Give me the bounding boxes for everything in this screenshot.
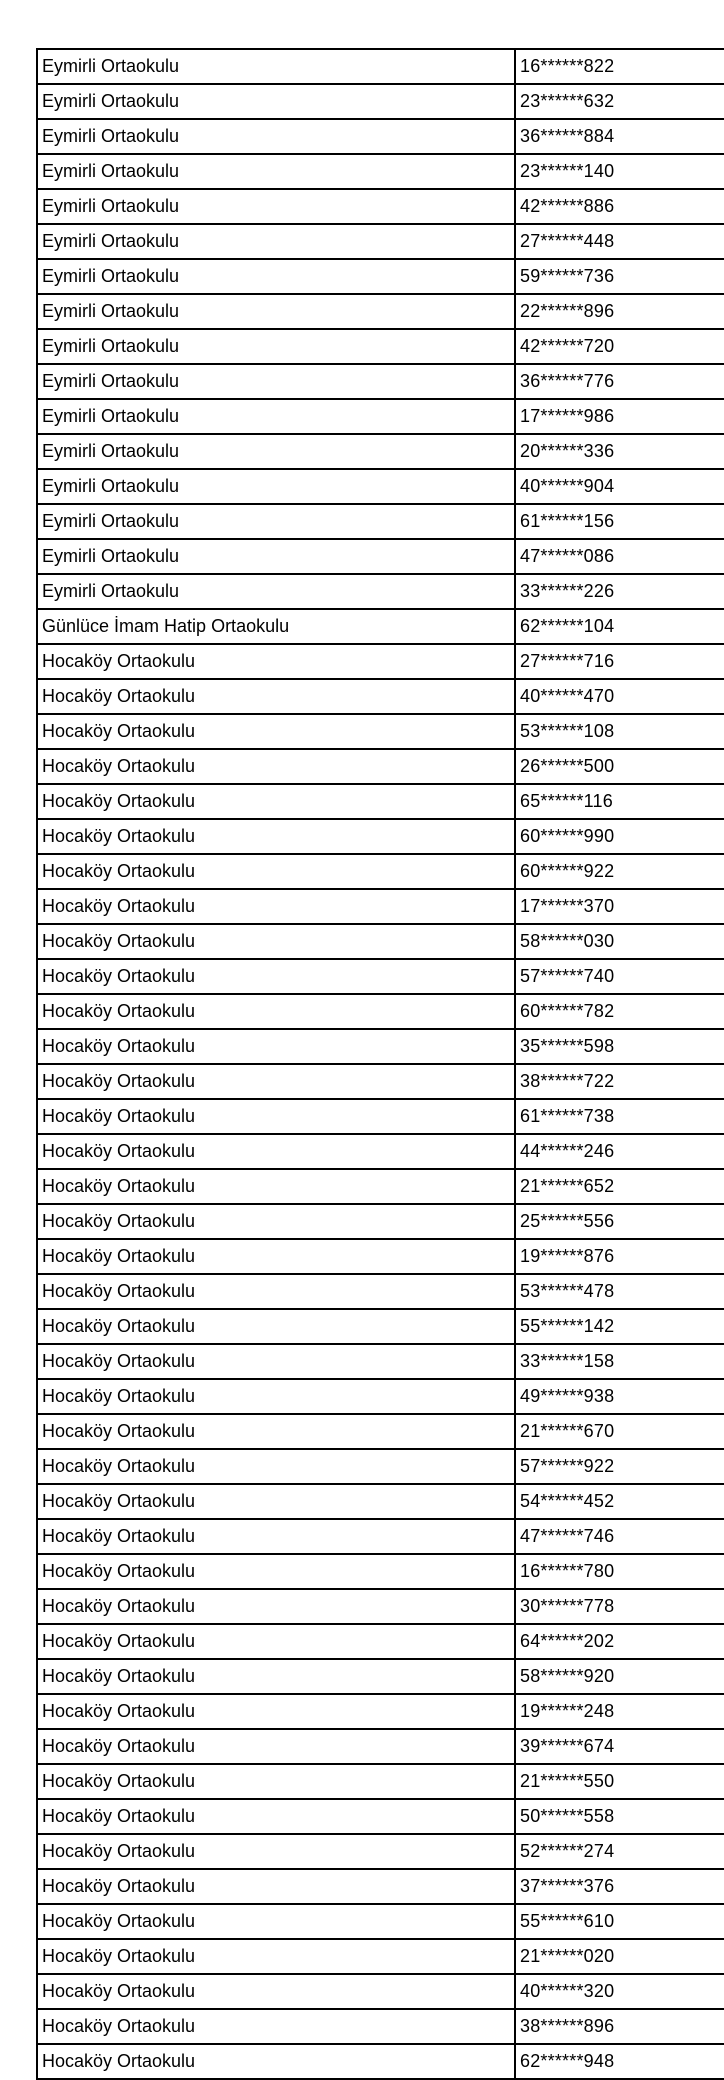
school-name-cell: Eymirli Ortaokulu (38, 540, 516, 573)
table-row (38, 2045, 724, 2080)
table-row (38, 1800, 724, 1835)
school-name-cell: Hocaköy Ortaokulu (38, 890, 516, 923)
table-row (38, 680, 724, 715)
school-name-cell: Eymirli Ortaokulu (38, 155, 516, 188)
school-name-cell: Hocaköy Ortaokulu (38, 1240, 516, 1273)
table-row (38, 1870, 724, 1905)
masked-id-cell: 49******938 (520, 1386, 615, 1406)
table-row (38, 1135, 724, 1170)
masked-id-cell: 47******086 (520, 546, 615, 566)
masked-id-cell: 57******922 (520, 1456, 615, 1476)
school-name-cell: Hocaköy Ortaokulu (38, 1345, 516, 1378)
school-name-cell: Hocaköy Ortaokulu (38, 1100, 516, 1133)
school-name-cell: Hocaköy Ortaokulu (38, 1450, 516, 1483)
school-name-cell: Hocaköy Ortaokulu (38, 1625, 516, 1658)
table-row (38, 1940, 724, 1975)
school-name-cell: Hocaköy Ortaokulu (38, 2010, 516, 2043)
masked-id-cell: 62******104 (520, 616, 615, 636)
school-name-cell: Hocaköy Ortaokulu (38, 1485, 516, 1518)
masked-id-cell: 37******376 (520, 1876, 615, 1896)
table-row (38, 1275, 724, 1310)
masked-id-cell: 20******336 (520, 441, 615, 461)
masked-id-cell: 22******896 (520, 301, 615, 321)
school-name-cell: Eymirli Ortaokulu (38, 85, 516, 118)
table-row (38, 1625, 724, 1660)
masked-id-cell: 21******652 (520, 1176, 615, 1196)
school-name-cell: Hocaköy Ortaokulu (38, 1765, 516, 1798)
school-name-cell: Hocaköy Ortaokulu (38, 1205, 516, 1238)
table-row (38, 750, 724, 785)
masked-id-cell: 21******550 (520, 1771, 615, 1791)
table-row (38, 1590, 724, 1625)
masked-id-cell: 23******140 (520, 161, 615, 181)
school-name-cell: Hocaköy Ortaokulu (38, 855, 516, 888)
masked-id-cell: 16******822 (520, 56, 615, 76)
school-name-cell: Hocaköy Ortaokulu (38, 1380, 516, 1413)
school-name-cell: Eymirli Ortaokulu (38, 295, 516, 328)
masked-id-cell: 36******776 (520, 371, 615, 391)
school-name-cell: Eymirli Ortaokulu (38, 330, 516, 363)
masked-id-cell: 42******886 (520, 196, 615, 216)
table-row (38, 1730, 724, 1765)
table-row (38, 820, 724, 855)
table-row (38, 1100, 724, 1135)
masked-id-cell: 55******610 (520, 1911, 615, 1931)
masked-id-cell: 38******722 (520, 1071, 615, 1091)
masked-id-cell: 52******274 (520, 1841, 615, 1861)
table-row (38, 1835, 724, 1870)
school-name-cell: Hocaköy Ortaokulu (38, 1310, 516, 1343)
school-name-cell: Hocaköy Ortaokulu (38, 1800, 516, 1833)
masked-id-cell: 53******478 (520, 1281, 615, 1301)
table-row (38, 540, 724, 575)
masked-id-cell: 55******142 (520, 1316, 615, 1336)
table-row (38, 1485, 724, 1520)
school-name-cell: Hocaköy Ortaokulu (38, 1590, 516, 1623)
masked-id-cell: 17******986 (520, 406, 615, 426)
school-name-cell: Hocaköy Ortaokulu (38, 1975, 516, 2008)
masked-id-cell: 27******716 (520, 651, 615, 671)
masked-id-cell: 33******226 (520, 581, 615, 601)
masked-id-cell: 19******876 (520, 1246, 615, 1266)
table-row (38, 190, 724, 225)
school-name-cell: Eymirli Ortaokulu (38, 50, 516, 83)
masked-id-cell: 61******738 (520, 1106, 615, 1126)
masked-id-cell: 60******990 (520, 826, 615, 846)
masked-id-cell: 26******500 (520, 756, 615, 776)
masked-id-cell: 53******108 (520, 721, 615, 741)
table-row (38, 1345, 724, 1380)
table-row (38, 1905, 724, 1940)
table-row (38, 890, 724, 925)
school-name-cell: Eymirli Ortaokulu (38, 505, 516, 538)
school-name-cell: Hocaköy Ortaokulu (38, 680, 516, 713)
school-name-cell: Hocaköy Ortaokulu (38, 960, 516, 993)
masked-id-cell: 40******904 (520, 476, 615, 496)
masked-id-cell: 40******320 (520, 1981, 615, 2001)
school-name-cell: Hocaköy Ortaokulu (38, 995, 516, 1028)
table-row (38, 155, 724, 190)
table-row (38, 470, 724, 505)
table-row (38, 2010, 724, 2045)
school-name-cell: Hocaköy Ortaokulu (38, 1940, 516, 1973)
school-name-cell: Hocaköy Ortaokulu (38, 1660, 516, 1693)
table-row (38, 505, 724, 540)
masked-id-cell: 17******370 (520, 896, 615, 916)
table-row (38, 330, 724, 365)
table-row (38, 400, 724, 435)
masked-id-cell: 27******448 (520, 231, 615, 251)
masked-id-cell: 47******746 (520, 1526, 615, 1546)
masked-id-cell: 65******116 (520, 791, 613, 811)
masked-id-cell: 40******470 (520, 686, 615, 706)
table-row (38, 785, 724, 820)
masked-id-cell: 57******740 (520, 966, 615, 986)
masked-id-cell: 39******674 (520, 1736, 615, 1756)
school-name-cell: Hocaköy Ortaokulu (38, 1415, 516, 1448)
masked-id-cell: 25******556 (520, 1211, 615, 1231)
table-row (38, 1240, 724, 1275)
table-row (38, 1975, 724, 2010)
table-row (38, 85, 724, 120)
masked-id-cell: 21******670 (520, 1421, 615, 1441)
masked-id-cell: 59******736 (520, 266, 615, 286)
school-name-cell: Hocaköy Ortaokulu (38, 2045, 516, 2078)
school-name-cell: Eymirli Ortaokulu (38, 260, 516, 293)
masked-id-cell: 33******158 (520, 1351, 615, 1371)
masked-id-cell: 58******920 (520, 1666, 615, 1686)
table-row (38, 715, 724, 750)
masked-id-cell: 42******720 (520, 336, 615, 356)
school-name-cell: Hocaköy Ortaokulu (38, 1520, 516, 1553)
masked-id-cell: 16******780 (520, 1561, 615, 1581)
school-name-cell: Hocaköy Ortaokulu (38, 1170, 516, 1203)
table-row (38, 120, 724, 155)
school-name-cell: Hocaköy Ortaokulu (38, 1030, 516, 1063)
school-name-cell: Hocaköy Ortaokulu (38, 820, 516, 853)
masked-id-cell: 19******248 (520, 1701, 615, 1721)
table-row (38, 1555, 724, 1590)
school-name-cell: Hocaköy Ortaokulu (38, 1555, 516, 1588)
table-row (38, 645, 724, 680)
table-row (38, 1170, 724, 1205)
school-name-cell: Eymirli Ortaokulu (38, 435, 516, 468)
masked-id-cell: 50******558 (520, 1806, 615, 1826)
school-name-cell: Hocaköy Ortaokulu (38, 1905, 516, 1938)
masked-id-cell: 35******598 (520, 1036, 615, 1056)
table-row (38, 260, 724, 295)
masked-id-cell: 60******922 (520, 861, 615, 881)
school-name-cell: Hocaköy Ortaokulu (38, 645, 516, 678)
table-row (38, 575, 724, 610)
table-row (38, 1065, 724, 1100)
masked-id-cell: 58******030 (520, 931, 615, 951)
table-row (38, 1520, 724, 1555)
masked-id-cell: 44******246 (520, 1141, 615, 1161)
student-table (36, 48, 724, 2080)
masked-id-cell: 60******782 (520, 1001, 615, 1021)
table-row (38, 1310, 724, 1345)
masked-id-cell: 61******156 (520, 511, 615, 531)
school-name-cell: Hocaköy Ortaokulu (38, 1065, 516, 1098)
table-row (38, 435, 724, 470)
table-row (38, 50, 724, 85)
school-name-cell: Hocaköy Ortaokulu (38, 1135, 516, 1168)
masked-id-cell: 54******452 (520, 1491, 615, 1511)
school-name-cell: Hocaköy Ortaokulu (38, 715, 516, 748)
table-row (38, 1030, 724, 1065)
table-row (38, 1660, 724, 1695)
masked-id-cell: 36******884 (520, 126, 615, 146)
school-name-cell: Günlüce İmam Hatip Ortaokulu (38, 610, 516, 643)
table-row (38, 1765, 724, 1800)
masked-id-cell: 30******778 (520, 1596, 615, 1616)
school-name-cell: Eymirli Ortaokulu (38, 120, 516, 153)
table-row (38, 295, 724, 330)
table-row (38, 925, 724, 960)
table-row (38, 1695, 724, 1730)
masked-id-cell: 21******020 (520, 1946, 615, 1966)
school-name-cell: Hocaköy Ortaokulu (38, 1730, 516, 1763)
school-name-cell: Hocaköy Ortaokulu (38, 785, 516, 818)
school-name-cell: Hocaköy Ortaokulu (38, 1695, 516, 1728)
school-name-cell: Eymirli Ortaokulu (38, 225, 516, 258)
table-row (38, 995, 724, 1030)
masked-id-cell: 64******202 (520, 1631, 615, 1651)
table-row (38, 960, 724, 995)
table-row (38, 1380, 724, 1415)
masked-id-cell: 23******632 (520, 91, 615, 111)
table-row (38, 1205, 724, 1240)
table-row (38, 225, 724, 260)
school-name-cell: Hocaköy Ortaokulu (38, 1835, 516, 1868)
school-name-cell: Eymirli Ortaokulu (38, 365, 516, 398)
school-name-cell: Eymirli Ortaokulu (38, 190, 516, 223)
masked-id-cell: 62******948 (520, 2051, 615, 2071)
school-name-cell: Hocaköy Ortaokulu (38, 1870, 516, 1903)
school-name-cell: Eymirli Ortaokulu (38, 470, 516, 503)
table-row (38, 1450, 724, 1485)
masked-id-cell: 38******896 (520, 2016, 615, 2036)
table-row (38, 610, 724, 645)
school-name-cell: Hocaköy Ortaokulu (38, 750, 516, 783)
school-name-cell: Hocaköy Ortaokulu (38, 925, 516, 958)
school-name-cell: Eymirli Ortaokulu (38, 575, 516, 608)
table-row (38, 365, 724, 400)
table-row (38, 1415, 724, 1450)
school-name-cell: Hocaköy Ortaokulu (38, 1275, 516, 1308)
table-row (38, 855, 724, 890)
school-name-cell: Eymirli Ortaokulu (38, 400, 516, 433)
